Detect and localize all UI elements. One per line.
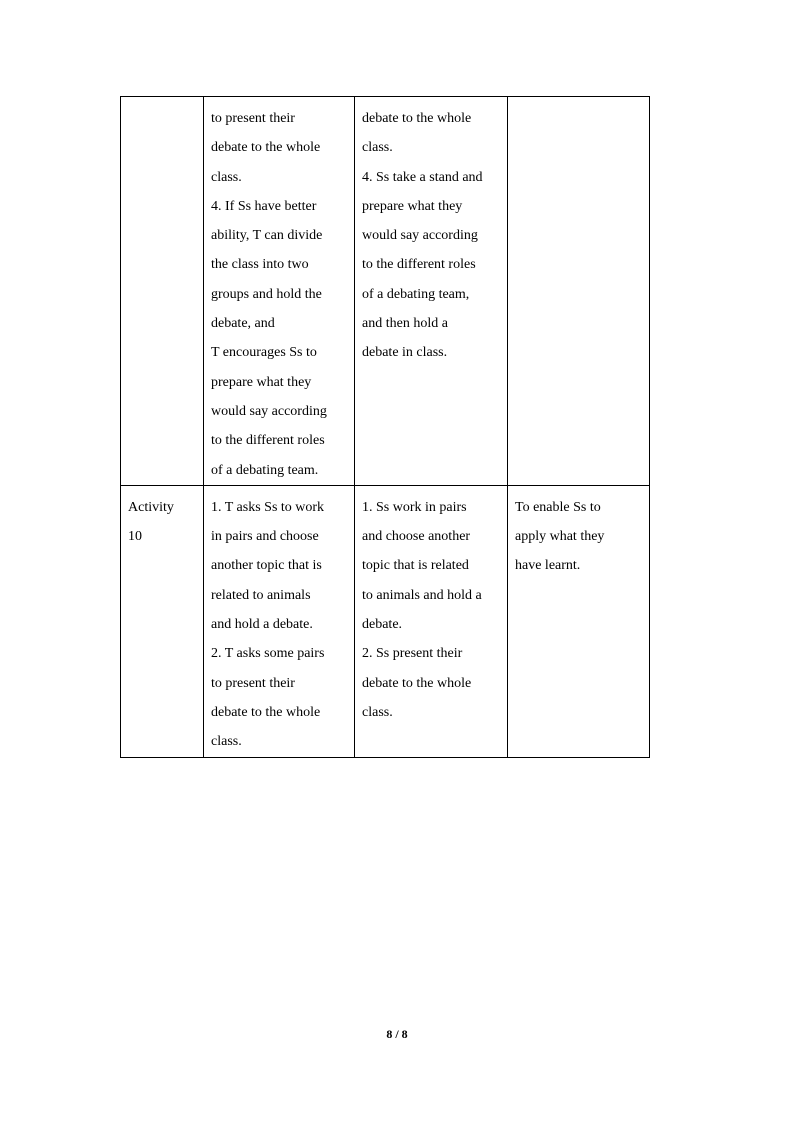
cell-text-line: related to animals xyxy=(211,587,311,603)
cell-text-line: debate to the whole xyxy=(211,140,321,156)
cell-text-line: debate to the whole xyxy=(211,704,321,720)
table-cell xyxy=(355,97,508,486)
table-cell xyxy=(204,485,355,757)
cell-text-line: would say according xyxy=(362,228,478,244)
table-row xyxy=(121,97,650,486)
cell-text-line: of a debating team. xyxy=(211,462,319,478)
cell-text-line: and choose another xyxy=(362,529,471,545)
cell-text-line: in pairs and choose xyxy=(211,529,319,545)
table-row xyxy=(121,485,650,757)
cell-text-line: groups and hold the xyxy=(211,286,322,302)
cell-text-line: 2. T asks some pairs xyxy=(211,646,325,662)
cell-text-line: T encourages Ss to xyxy=(211,345,317,361)
page-number: 8 / 8 xyxy=(386,1027,408,1041)
cell-text-line: ability, T can divide xyxy=(211,228,323,244)
cell-text-line: class. xyxy=(362,140,393,156)
cell-text-line: 4. If Ss have better xyxy=(211,198,317,214)
cell-text-line: the class into two xyxy=(211,257,309,273)
cell-text-line: debate. xyxy=(362,617,403,633)
cell-text-line: 4. Ss take a stand and xyxy=(362,169,483,185)
table-cell xyxy=(508,485,650,757)
table-cell xyxy=(355,485,508,757)
cell-text-line: 1. T asks Ss to work xyxy=(211,499,325,515)
cell-text-line: debate, and xyxy=(211,316,275,332)
table-cell xyxy=(204,97,355,486)
cell-text-line: Activity xyxy=(128,499,174,515)
cell-text-line: class. xyxy=(362,704,393,720)
cell-text-line: debate to the whole xyxy=(362,675,472,691)
cell-text-line: debate to the whole xyxy=(362,111,472,126)
cell-text-line: To enable Ss to xyxy=(515,499,601,515)
cell-text-line: topic that is related xyxy=(362,558,469,574)
cell-text-line: would say according xyxy=(211,403,327,419)
cell-text-line: prepare what they xyxy=(362,198,463,214)
cell-text-line: and hold a debate. xyxy=(211,617,313,633)
cell-text-line: to the different roles xyxy=(211,433,325,449)
lesson-plan-table xyxy=(120,96,650,758)
table-cell xyxy=(121,485,204,757)
cell-text-line: apply what they xyxy=(515,529,605,545)
cell-text-line: another topic that is xyxy=(211,558,322,574)
cell-text-line: to the different roles xyxy=(362,257,476,273)
cell-text-line: 10 xyxy=(128,529,142,545)
cell-text-line: and then hold a xyxy=(362,316,448,332)
cell-text-line: to animals and hold a xyxy=(362,587,482,603)
cell-text-line: prepare what they xyxy=(211,374,312,390)
cell-text-line: 1. Ss work in pairs xyxy=(362,499,467,515)
table-cell xyxy=(121,97,204,486)
cell-text-line: to present their xyxy=(211,111,295,126)
table-body xyxy=(121,97,650,758)
cell-text-line: to present their xyxy=(211,675,295,691)
cell-text-line: of a debating team, xyxy=(362,286,470,302)
table-cell xyxy=(508,97,650,486)
cell-text-line: debate in class. xyxy=(362,345,448,361)
cell-text-line: class. xyxy=(211,169,242,185)
cell-text-line: class. xyxy=(211,734,242,750)
cell-text-line: 2. Ss present their xyxy=(362,646,463,662)
cell-text-line: have learnt. xyxy=(515,558,581,574)
